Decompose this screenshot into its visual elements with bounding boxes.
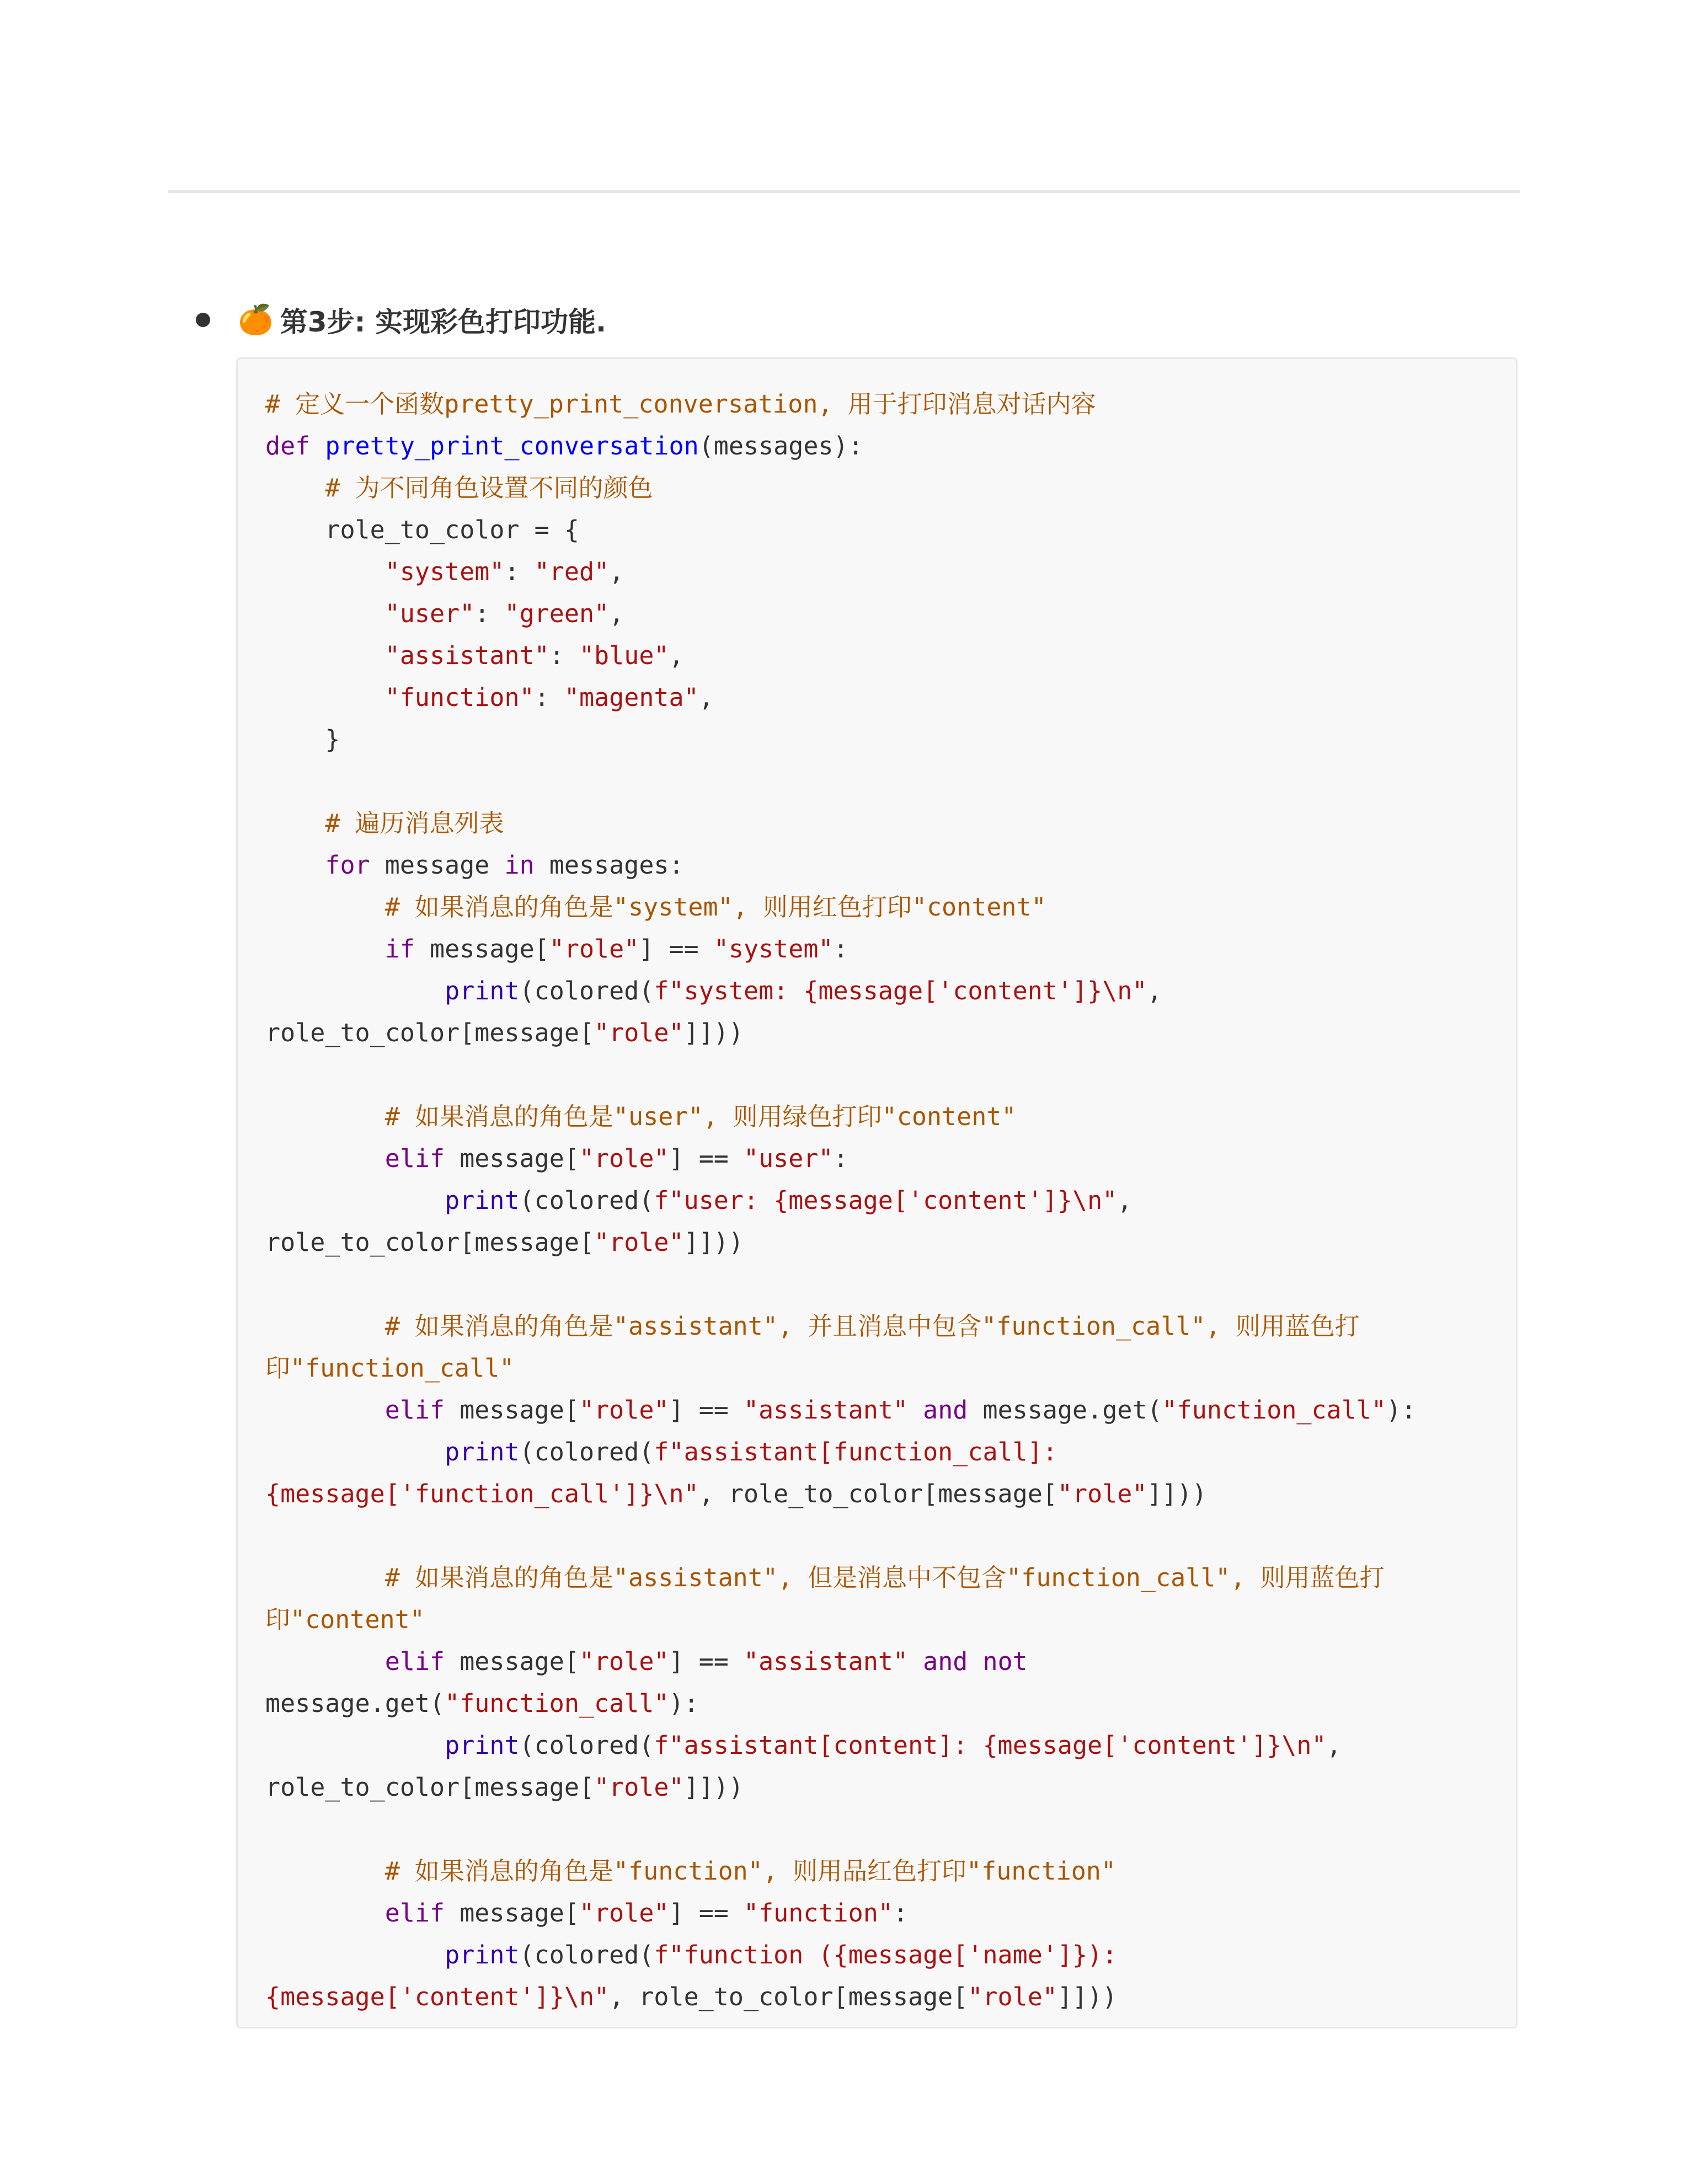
code-line <box>265 1767 1516 1808</box>
code-token: "role" <box>579 1647 669 1676</box>
code-token: , <box>609 557 624 586</box>
code-token: , role_to_color[message[ <box>698 1479 1057 1508</box>
code-line <box>265 1683 1516 1725</box>
code-token: (messages): <box>698 431 863 461</box>
code-token: ]])) <box>1147 1479 1207 1508</box>
code-block[interactable] <box>236 357 1518 2028</box>
code-token: "user" <box>384 599 475 628</box>
code-token <box>908 1395 923 1425</box>
code-token: "role" <box>594 1773 684 1802</box>
code-token: role_to_color[message[ <box>265 1228 595 1257</box>
code-token: 印"function_call" <box>265 1353 515 1383</box>
code-token: "role" <box>594 1018 684 1047</box>
code-token: # 遍历消息列表 <box>325 809 504 838</box>
code-token: : <box>534 683 564 712</box>
code-token: "role" <box>1057 1479 1147 1508</box>
code-token: : <box>833 934 848 963</box>
code-line <box>265 928 1516 970</box>
code-line <box>265 1808 1516 1850</box>
code-token <box>265 976 445 1005</box>
code-token: messages: <box>534 850 684 880</box>
step-title: 第3步: 实现彩色打印功能. <box>280 306 606 338</box>
code-token: "function" <box>744 1898 893 1928</box>
code-token: , <box>1326 1731 1342 1760</box>
code-token <box>265 1563 385 1592</box>
code-token: ] == <box>669 1144 744 1173</box>
code-line <box>265 719 1516 761</box>
code-token: print <box>445 1940 520 1969</box>
code-token: "assistant" <box>744 1395 909 1425</box>
code-token: message.get( <box>968 1395 1162 1425</box>
code-line <box>265 761 1516 802</box>
step-list-item <box>196 298 606 342</box>
code-token <box>908 1647 923 1676</box>
code-line <box>265 1138 1516 1180</box>
code-token: print <box>445 1437 520 1466</box>
code-token: ): <box>1386 1395 1417 1425</box>
code-token: "function" <box>384 683 535 712</box>
code-token: ]])) <box>683 1228 744 1257</box>
code-line <box>265 1599 1516 1641</box>
code-token <box>265 1312 385 1341</box>
code-token: # 如果消息的角色是"system", 则用红色打印"content" <box>384 892 1046 922</box>
code-token: : <box>833 1144 848 1173</box>
code-token: f"user: {message['content']}\n" <box>654 1186 1118 1215</box>
code-token: ] == <box>669 1395 744 1425</box>
code-line <box>265 551 1516 593</box>
code-line <box>265 1264 1516 1305</box>
code-token: (colored( <box>519 1731 654 1760</box>
bullet-icon <box>196 313 210 327</box>
code-token <box>265 1437 445 1466</box>
code-line <box>265 1850 1516 1892</box>
code-token: "user" <box>744 1144 834 1173</box>
code-token: "magenta" <box>564 683 699 712</box>
code-token: message[ <box>445 1395 579 1425</box>
code-token: message[ <box>445 1647 579 1676</box>
code-line <box>265 1180 1516 1222</box>
code-token <box>265 1102 385 1131</box>
code-token <box>265 809 325 838</box>
code-line <box>265 1431 1516 1473</box>
code-token <box>265 641 385 670</box>
code-token: "role" <box>968 1982 1057 2011</box>
code-token: "green" <box>504 599 610 628</box>
code-token: {message['content']}\n" <box>265 1982 610 2011</box>
code-token: (colored( <box>519 1940 654 1969</box>
code-token: # 如果消息的角色是"user", 则用绿色打印"content" <box>384 1102 1017 1131</box>
code-line <box>265 970 1516 1012</box>
code-token: elif <box>384 1144 445 1173</box>
code-token: # 为不同角色设置不同的颜色 <box>325 473 653 502</box>
code-token: "blue" <box>579 641 669 670</box>
code-token: f"assistant[function_call]: <box>654 1437 1057 1466</box>
code-token: "role" <box>579 1898 669 1928</box>
code-token <box>265 1647 385 1676</box>
code-token: message[ <box>445 1144 579 1173</box>
code-token <box>265 1898 385 1928</box>
code-token <box>265 1731 445 1760</box>
code-line <box>265 886 1516 928</box>
code-token: role_to_color = { <box>265 515 579 544</box>
code-token: ): <box>669 1689 699 1718</box>
code-token: "role" <box>549 934 639 963</box>
code-line <box>265 1389 1516 1431</box>
code-token: ] == <box>669 1647 744 1676</box>
orange-emoji-icon: 🍊 <box>238 303 274 336</box>
code-token <box>265 557 385 586</box>
code-token: and <box>923 1647 968 1676</box>
code-token <box>265 1940 445 1969</box>
code-token: for <box>325 850 370 880</box>
code-token <box>265 1856 385 1886</box>
code-token: "system" <box>713 934 834 963</box>
code-token: ] == <box>639 934 714 963</box>
code-token: , <box>669 641 684 670</box>
code-token: "function_call" <box>445 1689 669 1718</box>
code-token: message.get( <box>265 1689 445 1718</box>
code-token: ]])) <box>683 1018 744 1047</box>
code-token: # 定义一个函数pretty_print_conversation, 用于打印消息对话内容 <box>265 389 1096 419</box>
code-token: 印"content" <box>265 1605 425 1634</box>
code-token: not <box>982 1647 1028 1676</box>
code-token: f"assistant[content]: {message['content']}\n" <box>654 1731 1327 1760</box>
code-token: print <box>445 976 520 1005</box>
code-token: # 如果消息的角色是"function", 则用品红色打印"function" <box>384 1856 1116 1886</box>
code-token: , <box>1117 1186 1133 1215</box>
code-token: (colored( <box>519 1186 654 1215</box>
code-token: : <box>474 599 505 628</box>
code-token: elif <box>384 1395 445 1425</box>
code-token: "assistant" <box>744 1647 909 1676</box>
code-line <box>265 635 1516 677</box>
code-token: role_to_color[message[ <box>265 1018 595 1047</box>
code-token: elif <box>384 1898 445 1928</box>
code-token <box>265 1186 445 1215</box>
code-token: , <box>1147 976 1162 1005</box>
code-line <box>265 1473 1516 1515</box>
code-line <box>265 509 1516 551</box>
code-line <box>265 1557 1516 1599</box>
code-token: message[ <box>445 1898 579 1928</box>
code-line <box>265 1725 1516 1767</box>
code-token: in <box>504 850 535 880</box>
code-line <box>265 467 1516 509</box>
code-line <box>265 593 1516 635</box>
code-token: # 如果消息的角色是"assistant", 但是消息中不包含"function_call", 则用蓝色打 <box>384 1563 1385 1592</box>
code-token <box>265 892 385 922</box>
code-line <box>265 1305 1516 1347</box>
code-token <box>265 1144 385 1173</box>
code-token: ]])) <box>1057 1982 1118 2011</box>
code-token: : <box>549 641 579 670</box>
code-token: } <box>265 725 340 754</box>
code-token: (colored( <box>519 976 654 1005</box>
code-line <box>265 1222 1516 1264</box>
code-line <box>265 1641 1516 1683</box>
code-token: ] == <box>669 1898 744 1928</box>
code-token: pretty_print_conversation <box>325 431 699 461</box>
code-line <box>265 1347 1516 1389</box>
code-line <box>265 1976 1516 2018</box>
code-token <box>265 683 385 712</box>
code-line <box>265 677 1516 719</box>
code-token: role_to_color[message[ <box>265 1773 595 1802</box>
code-token: message[ <box>414 934 549 963</box>
code-token: , role_to_color[message[ <box>609 1982 968 2011</box>
code-token: "role" <box>579 1395 669 1425</box>
code-token <box>310 431 325 461</box>
code-line <box>265 1515 1516 1557</box>
code-token: ]])) <box>683 1773 744 1802</box>
code-token <box>265 473 325 502</box>
code-token: {message['function_call']}\n" <box>265 1479 699 1508</box>
code-token: and <box>923 1395 968 1425</box>
code-token: : <box>504 557 535 586</box>
code-line <box>265 844 1516 886</box>
code-token: , <box>698 683 714 712</box>
horizontal-rule <box>168 190 1520 193</box>
code-token: if <box>384 934 415 963</box>
code-line <box>265 425 1516 467</box>
code-token: print <box>445 1186 520 1215</box>
code-token: print <box>445 1731 520 1760</box>
code-line <box>265 1012 1516 1054</box>
code-line <box>265 1892 1516 1934</box>
code-line <box>265 383 1516 425</box>
code-token: def <box>265 431 311 461</box>
code-line <box>265 802 1516 844</box>
code-token <box>265 934 385 963</box>
code-token: f"system: {message['content']}\n" <box>654 976 1147 1005</box>
code-token: "red" <box>534 557 610 586</box>
code-token: "role" <box>594 1228 684 1257</box>
code-token: f"function ({message['name']}): <box>654 1940 1118 1969</box>
code-token <box>265 1395 385 1425</box>
code-token: : <box>893 1898 909 1928</box>
code-token: "function_call" <box>1162 1395 1386 1425</box>
code-content[interactable] <box>265 383 1516 2018</box>
code-token <box>265 850 325 880</box>
code-line <box>265 1054 1516 1096</box>
code-token: elif <box>384 1647 445 1676</box>
code-token: (colored( <box>519 1437 654 1466</box>
code-line <box>265 1934 1516 1976</box>
code-token <box>265 599 385 628</box>
code-token: "role" <box>579 1144 669 1173</box>
code-token: message <box>370 850 505 880</box>
code-token: "assistant" <box>384 641 549 670</box>
code-token: "system" <box>384 557 505 586</box>
code-line <box>265 1096 1516 1138</box>
code-token <box>968 1647 982 1676</box>
code-token: , <box>609 599 624 628</box>
code-token: # 如果消息的角色是"assistant", 并且消息中包含"function_call", 则用蓝色打 <box>384 1312 1360 1341</box>
